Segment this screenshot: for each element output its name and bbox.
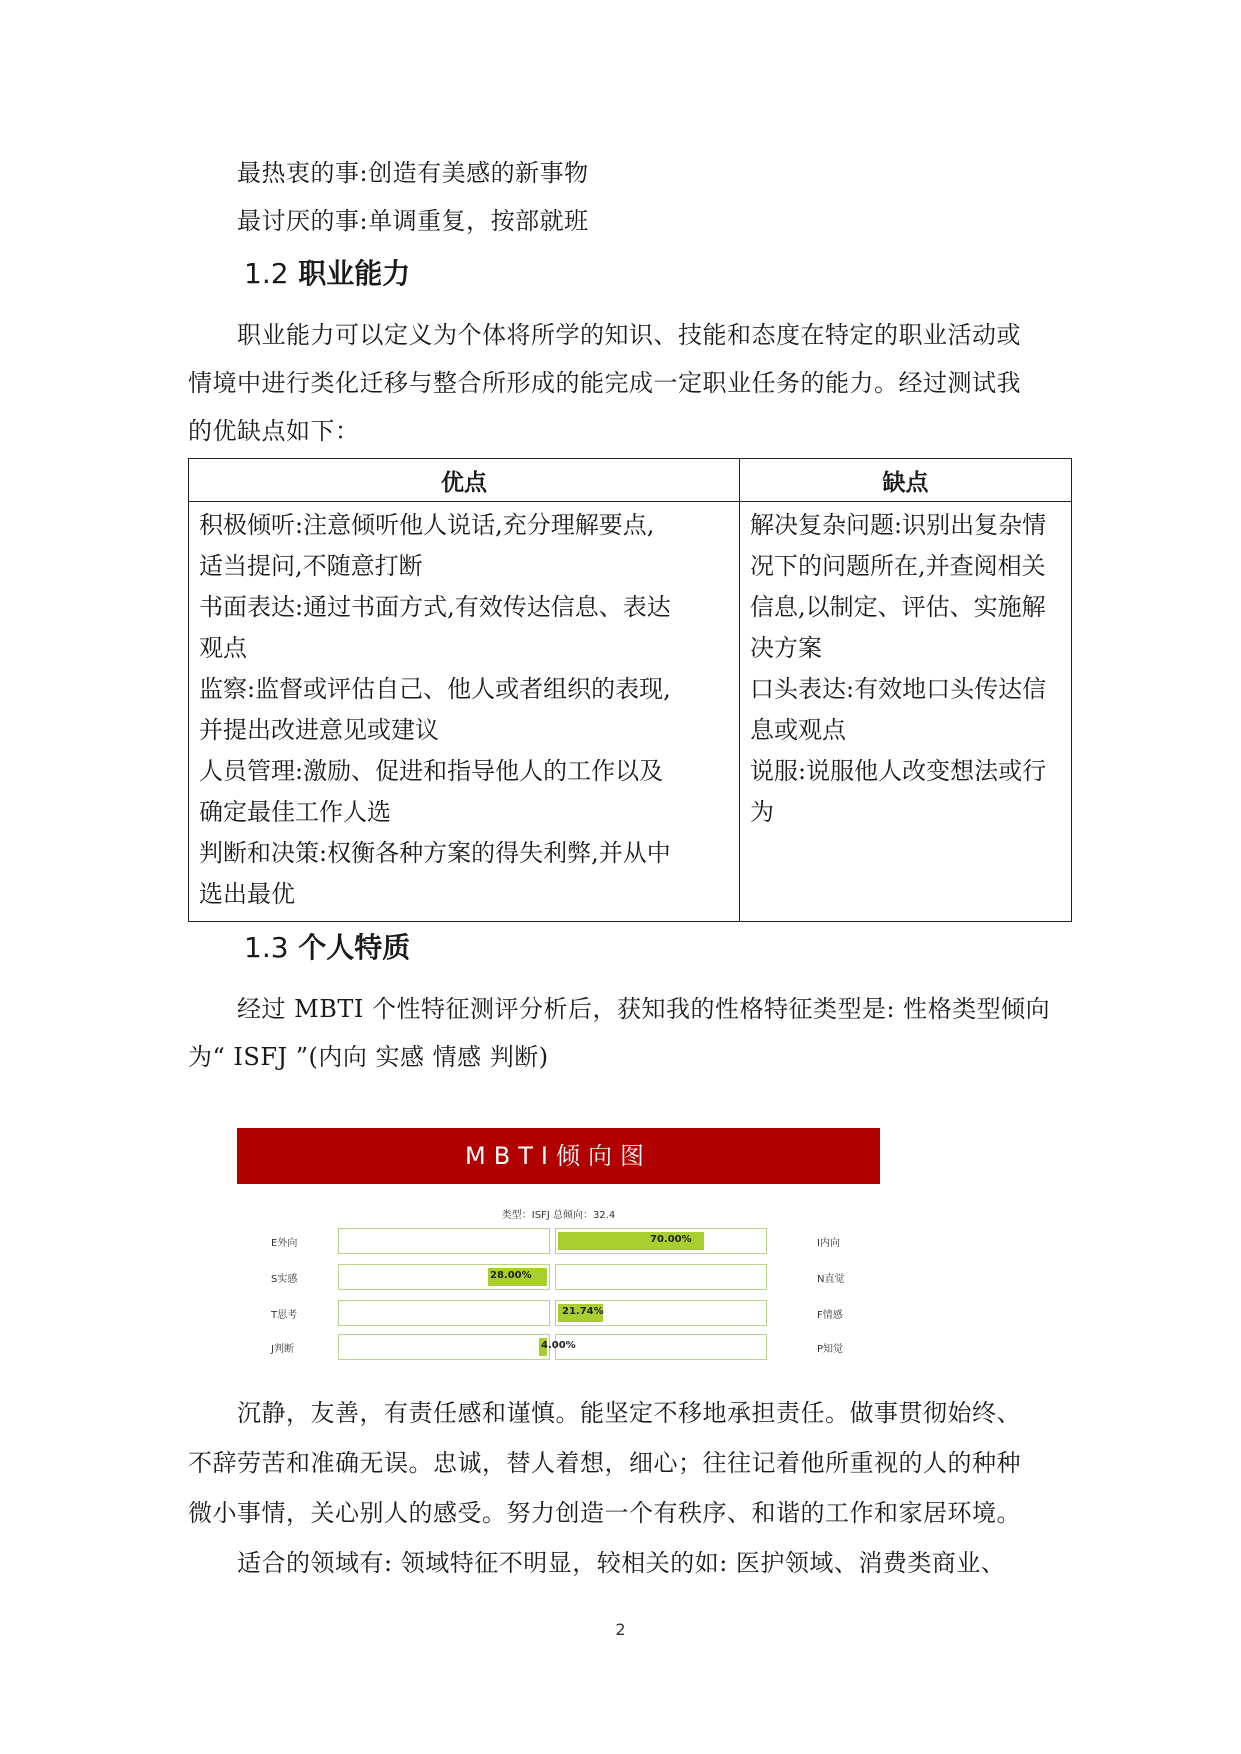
cons-line: 为 (750, 798, 774, 826)
mbti-right-label: F情感 (817, 1310, 843, 1321)
pros-line: 并提出改进意见或建议 (199, 716, 439, 744)
pros-line: 监察:监督或评估自己、他人或者组织的表现, (199, 675, 671, 703)
pros-line: 选出最优 (199, 880, 295, 908)
section-heading-1-3 (244, 930, 410, 966)
pros-line: 观点 (199, 634, 247, 662)
mbti-right-label: I内向 (817, 1238, 840, 1249)
pros-line: 适当提问,不随意打断 (199, 552, 423, 580)
pros-line: 人员管理:激励、促进和指导他人的工作以及 (199, 757, 664, 785)
pros-header: 优点 (189, 459, 740, 502)
mbti-row (237, 1334, 880, 1362)
cons-line: 况下的问题所在,并查阅相关 (750, 552, 1046, 580)
paragraph-line: 微小事情，关心别人的感受。努力创造一个有秩序、和谐的工作和家居环境。 (188, 1499, 1021, 1527)
mbti-title-banner: MBTI倾向图 (237, 1128, 880, 1184)
mbti-row (237, 1228, 880, 1256)
cons-line: 信息,以制定、评估、实施解 (750, 593, 1046, 621)
mbti-chart (237, 1128, 880, 1368)
mbti-left-label: E外向 (271, 1238, 298, 1249)
table-header-row (189, 459, 1072, 502)
pros-line: 书面表达:通过书面方式,有效传达信息、表达 (199, 593, 671, 621)
intro-line: 最热衷的事:创造有美感的新事物 (237, 159, 589, 187)
paragraph-line: 职业能力可以定义为个体将所学的知识、技能和态度在特定的职业活动或 (237, 321, 1021, 349)
mbti-right-label: P知觉 (817, 1344, 844, 1355)
mbti-row (237, 1264, 880, 1292)
paragraph-line: 经过 MBTI 个性特征测评分析后，获知我的性格特征类型是: 性格类型倾向 (237, 995, 1051, 1023)
mbti-left-label: T思考 (271, 1310, 298, 1321)
mbti-percent-label: 4.00% (541, 1340, 576, 1351)
pros-cell (189, 502, 740, 922)
mbti-bar-right (555, 1264, 767, 1290)
mbti-left-label: S实感 (271, 1274, 298, 1285)
mbti-right-label: N直觉 (817, 1274, 845, 1285)
cons-line: 口头表达:有效地口头传达信 (750, 675, 1047, 703)
paragraph-line: 沉静，友善，有责任感和谨慎。能坚定不移地承担责任。做事贯彻始终、 (237, 1399, 1021, 1427)
cons-cell (740, 502, 1072, 922)
pros-cons-table (188, 458, 1072, 922)
pros-line: 判断和决策:权衡各种方案的得失利弊,并从中 (199, 839, 671, 867)
intro-line: 最讨厌的事:单调重复，按部就班 (237, 207, 589, 235)
table-row (189, 502, 1072, 922)
section-number: 1.3 (244, 931, 289, 964)
pros-line: 确定最佳工作人选 (199, 798, 391, 826)
section-title: 个人特质 (298, 931, 411, 964)
mbti-bar-right (555, 1228, 767, 1254)
mbti-bar-left (338, 1264, 550, 1290)
mbti-percent-label: 21.74% (562, 1306, 604, 1317)
mbti-left-label: J判断 (271, 1344, 294, 1355)
section-title: 职业能力 (298, 257, 411, 290)
paragraph-line: 情境中进行类化迁移与整合所形成的能完成一定职业任务的能力。经过测试我 (188, 369, 1021, 397)
paragraph-line: 不辞劳苦和准确无误。忠诚，替人着想，细心；往往记着他所重视的人的种种 (188, 1449, 1021, 1477)
cons-line: 解决复杂问题:识别出复杂情 (750, 511, 1047, 539)
mbti-bar-right (555, 1334, 767, 1360)
cons-line: 说服:说服他人改变想法或行 (750, 757, 1047, 785)
cons-line: 息或观点 (750, 716, 846, 744)
cons-header: 缺点 (740, 459, 1072, 502)
mbti-bar-left (338, 1334, 576, 1360)
mbti-bar-right (555, 1300, 767, 1326)
mbti-bar-left (338, 1228, 550, 1254)
paragraph-line: 适合的领域有: 领域特征不明显，较相关的如: 医护领域、消费类商业、 (237, 1549, 1006, 1577)
pros-line: 积极倾听:注意倾听他人说话,充分理解要点, (199, 511, 655, 539)
cons-line: 决方案 (750, 634, 822, 662)
mbti-bar-left (338, 1300, 550, 1326)
page-number: 2 (615, 1620, 626, 1639)
section-heading-1-2 (244, 256, 410, 292)
section-number: 1.2 (244, 257, 289, 290)
mbti-row (237, 1300, 880, 1328)
mbti-percent-label: 70.00% (650, 1234, 692, 1245)
paragraph-line: 的优缺点如下： (188, 417, 360, 445)
mbti-percent-label: 28.00% (490, 1270, 532, 1281)
paragraph-line: 为“ ISFJ ”(内向 实感 情感 判断) (188, 1043, 549, 1071)
mbti-subtitle: 类型：ISFJ 总倾向：32.4 (501, 1210, 616, 1221)
